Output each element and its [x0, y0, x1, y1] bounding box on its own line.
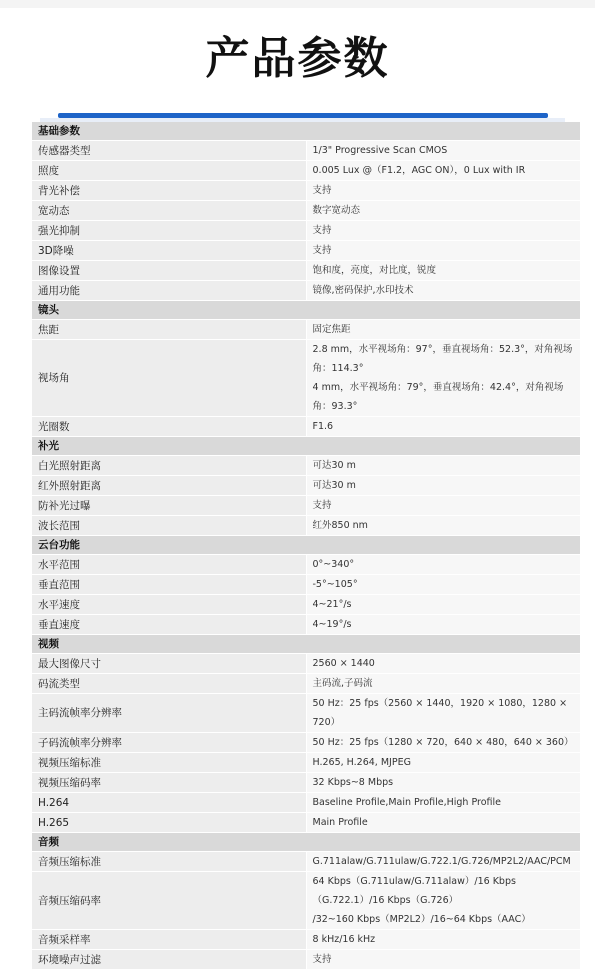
spec-key: 防补光过曝 — [32, 496, 306, 516]
spec-row — [32, 575, 580, 595]
spec-value — [306, 261, 580, 281]
spec-value-line: 镜像,密码保护,水印技术 — [312, 285, 414, 296]
spec-value-line: 50 Hz：25 fps（1280 × 720，640 × 480，640 × 360） — [312, 737, 574, 748]
spec-value-line: -5°~105° — [312, 579, 358, 590]
spec-row — [32, 852, 580, 872]
spec-value-line: 8 kHz/16 kHz — [312, 934, 376, 945]
spec-key: 视频压缩码率 — [32, 773, 306, 793]
spec-value-line: 4 mm，水平视场角：79°，垂直视场角：42.4°，对角视场角：93.3° — [312, 382, 564, 412]
section-header — [32, 635, 580, 654]
title-underline — [58, 113, 548, 118]
spec-row — [32, 733, 580, 753]
spec-value-line: 数字宽动态 — [312, 205, 361, 216]
spec-value-line: 64 Kbps（G.711ulaw/G.711alaw）/16 Kbps（G.722.1）/16 Kbps（G.726） — [312, 876, 516, 906]
spec-row — [32, 753, 580, 773]
spec-value-line: 2560 × 1440 — [312, 658, 375, 669]
spec-value — [306, 340, 580, 417]
spec-key: 最大图像尺寸 — [32, 654, 306, 674]
section-title: 镜头 — [32, 301, 580, 320]
spec-row — [32, 496, 580, 516]
spec-value-line: 红外850 nm — [312, 520, 368, 531]
spec-row — [32, 161, 580, 181]
spec-value — [306, 674, 580, 694]
spec-value — [306, 181, 580, 201]
spec-key: 水平范围 — [32, 555, 306, 575]
spec-value — [306, 417, 580, 437]
spec-value — [306, 595, 580, 615]
spec-value-line: /32~160 Kbps（MP2L2）/16~64 Kbps（AAC） — [312, 914, 531, 925]
spec-value-line: 可达30 m — [312, 460, 356, 471]
spec-key: 光圈数 — [32, 417, 306, 437]
spec-row — [32, 241, 580, 261]
top-strip — [0, 0, 595, 8]
section-title: 云台功能 — [32, 536, 580, 555]
spec-value-line: Main Profile — [312, 817, 368, 828]
spec-value-line: 1/3" Progressive Scan CMOS — [312, 145, 448, 156]
spec-value — [306, 575, 580, 595]
spec-value — [306, 201, 580, 221]
spec-value — [306, 456, 580, 476]
spec-key: 波长范围 — [32, 516, 306, 536]
spec-value-line: G.711alaw/G.711ulaw/G.722.1/G.726/MP2L2/AAC/PCM — [312, 856, 571, 867]
spec-key: 焦距 — [32, 320, 306, 340]
spec-row — [32, 281, 580, 301]
spec-value-line: 支持 — [312, 500, 332, 511]
section-header — [32, 437, 580, 456]
spec-key: 背光补偿 — [32, 181, 306, 201]
spec-key: 水平速度 — [32, 595, 306, 615]
spec-value — [306, 320, 580, 340]
spec-key: H.264 — [32, 793, 306, 813]
spec-value-line: 4~21°/s — [312, 599, 352, 610]
spec-value — [306, 496, 580, 516]
spec-row — [32, 516, 580, 536]
spec-row — [32, 340, 580, 417]
spec-key: 音频采样率 — [32, 930, 306, 950]
spec-row — [32, 813, 580, 833]
spec-key: 主码流帧率分辨率 — [32, 694, 306, 733]
spec-row — [32, 476, 580, 496]
spec-key: 强光抑制 — [32, 221, 306, 241]
spec-row — [32, 674, 580, 694]
section-header — [32, 301, 580, 320]
section-header — [32, 833, 580, 852]
spec-value — [306, 733, 580, 753]
spec-row — [32, 595, 580, 615]
section-title: 音频 — [32, 833, 580, 852]
spec-value — [306, 281, 580, 301]
spec-value — [306, 694, 580, 733]
spec-row — [32, 793, 580, 813]
spec-row — [32, 872, 580, 930]
spec-key: 3D降噪 — [32, 241, 306, 261]
spec-row — [32, 654, 580, 674]
spec-value-line: 4~19°/s — [312, 619, 352, 630]
spec-key: 图像设置 — [32, 261, 306, 281]
spec-row — [32, 615, 580, 635]
spec-value-line: 支持 — [312, 954, 332, 965]
spec-value — [306, 773, 580, 793]
spec-value-line: 支持 — [312, 245, 332, 256]
section-header — [32, 536, 580, 555]
spec-row — [32, 773, 580, 793]
spec-key: 子码流帧率分辨率 — [32, 733, 306, 753]
spec-key: 视频压缩标准 — [32, 753, 306, 773]
spec-value-line: 0.005 Lux @（F1.2，AGC ON），0 Lux with IR — [312, 165, 526, 176]
spec-key: 视场角 — [32, 340, 306, 417]
page-title: 产品参数 — [205, 33, 390, 84]
spec-value-line: 主码流,子码流 — [312, 678, 373, 689]
spec-key: 红外照射距离 — [32, 476, 306, 496]
spec-value — [306, 813, 580, 833]
spec-value-line: 支持 — [312, 225, 332, 236]
spec-value-line: 32 Kbps~8 Mbps — [312, 777, 394, 788]
spec-key: 垂直速度 — [32, 615, 306, 635]
spec-row — [32, 221, 580, 241]
spec-key: 垂直范围 — [32, 575, 306, 595]
spec-value — [306, 161, 580, 181]
spec-table-body — [32, 122, 580, 970]
spec-key: 传感器类型 — [32, 141, 306, 161]
spec-value-line: F1.6 — [312, 421, 334, 432]
spec-row — [32, 950, 580, 970]
section-title: 基础参数 — [32, 122, 580, 141]
spec-value — [306, 753, 580, 773]
spec-key: 音频压缩标准 — [32, 852, 306, 872]
spec-value — [306, 654, 580, 674]
spec-key: 照度 — [32, 161, 306, 181]
spec-value — [306, 555, 580, 575]
spec-value-line: 支持 — [312, 185, 332, 196]
spec-row — [32, 555, 580, 575]
spec-key: H.265 — [32, 813, 306, 833]
spec-value — [306, 950, 580, 970]
spec-value — [306, 516, 580, 536]
spec-value — [306, 221, 580, 241]
spec-row — [32, 417, 580, 437]
section-header — [32, 122, 580, 141]
spec-value — [306, 930, 580, 950]
spec-value — [306, 852, 580, 872]
spec-value — [306, 793, 580, 813]
spec-key: 白光照射距离 — [32, 456, 306, 476]
spec-key: 码流类型 — [32, 674, 306, 694]
spec-value-line: 50 Hz：25 fps（2560 × 1440，1920 × 1080，1280 × 720） — [312, 698, 568, 728]
spec-row — [32, 261, 580, 281]
spec-row — [32, 181, 580, 201]
spec-row — [32, 930, 580, 950]
spec-value-line: 2.8 mm，水平视场角：97°，垂直视场角：52.3°，对角视场角：114.3° — [312, 344, 573, 374]
spec-value-line: 可达30 m — [312, 480, 356, 491]
spec-key: 通用功能 — [32, 281, 306, 301]
section-title: 视频 — [32, 635, 580, 654]
section-title: 补光 — [32, 437, 580, 456]
spec-row — [32, 456, 580, 476]
spec-key: 宽动态 — [32, 201, 306, 221]
spec-value — [306, 476, 580, 496]
spec-key: 环境噪声过滤 — [32, 950, 306, 970]
spec-value-line: H.265, H.264, MJPEG — [312, 757, 411, 768]
spec-row — [32, 320, 580, 340]
spec-value-line: 0°~340° — [312, 559, 355, 570]
spec-row — [32, 694, 580, 733]
spec-row — [32, 201, 580, 221]
spec-key: 音频压缩码率 — [32, 872, 306, 930]
spec-value — [306, 615, 580, 635]
spec-value-line: 固定焦距 — [312, 324, 351, 335]
spec-value-line: Baseline Profile,Main Profile,High Profile — [312, 797, 502, 808]
spec-value — [306, 241, 580, 261]
spec-table — [32, 122, 580, 970]
spec-value — [306, 872, 580, 930]
spec-value-line: 饱和度，亮度，对比度，锐度 — [312, 265, 437, 276]
spec-value — [306, 141, 580, 161]
spec-row — [32, 141, 580, 161]
